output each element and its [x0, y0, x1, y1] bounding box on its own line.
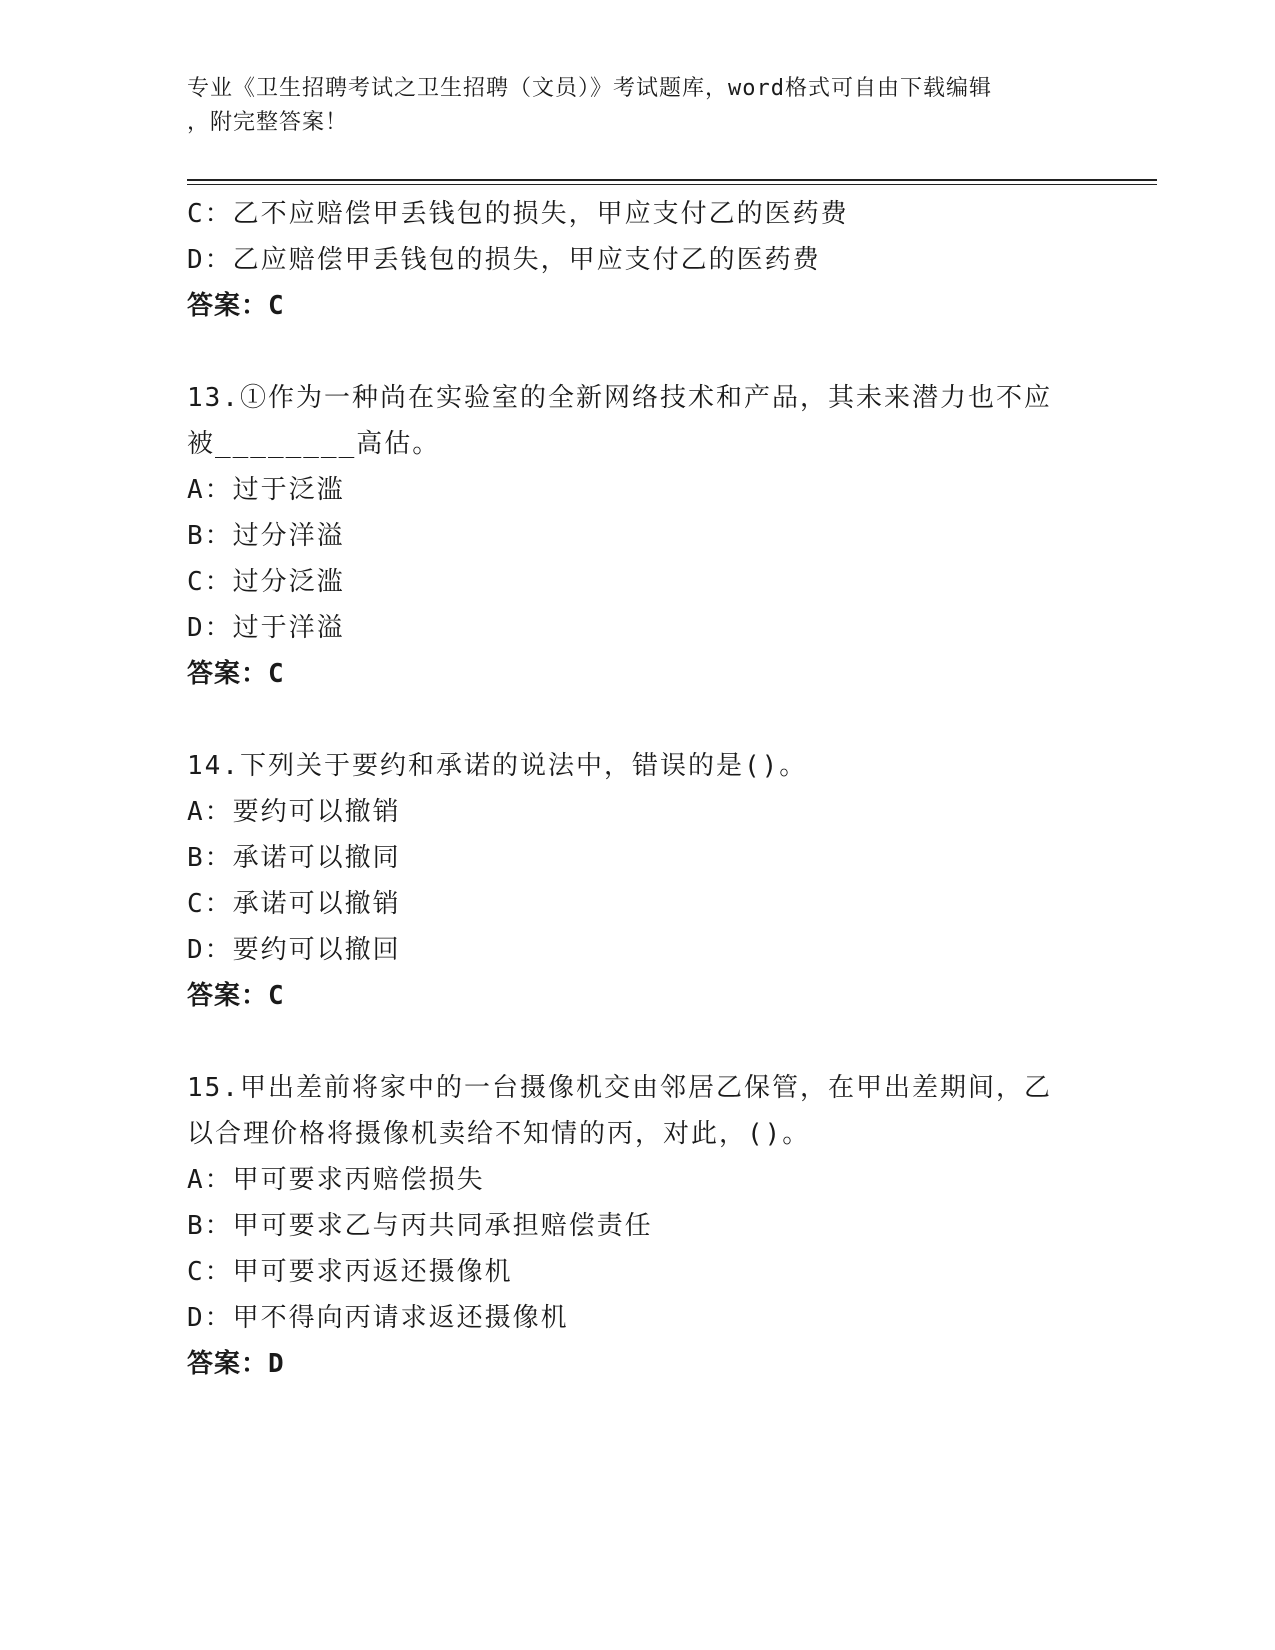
q15-option-d: D：甲不得向丙请求返还摄像机 — [187, 1303, 569, 1333]
document-header — [187, 72, 1067, 140]
q13-option-a: A：过于泛滥 — [187, 475, 345, 505]
question-14 — [187, 743, 1087, 1019]
q15-option-b: B：甲可要求乙与丙共同承担赔偿责任 — [187, 1211, 653, 1241]
q13-stem-line-2: 被________高估。 — [187, 429, 441, 459]
spacer — [187, 697, 1087, 743]
question-15 — [187, 1065, 1087, 1387]
q13-stem-line-1: 13.①作为一种尚在实验室的全新网络技术和产品，其未来潜力也不应 — [187, 383, 1052, 413]
q13-option-c: C：过分泛滥 — [187, 567, 345, 597]
header-divider-thick — [187, 179, 1157, 181]
header-divider-thin — [187, 184, 1157, 185]
q13-answer: 答案：C — [187, 659, 285, 689]
q12-answer: 答案：C — [187, 291, 285, 321]
question-content — [187, 191, 1087, 1387]
q12-option-d: D：乙应赔偿甲丢钱包的损失，甲应支付乙的医药费 — [187, 245, 821, 275]
spacer — [187, 329, 1087, 375]
q15-option-c: C：甲可要求丙返还摄像机 — [187, 1257, 513, 1287]
q14-answer: 答案：C — [187, 981, 285, 1011]
q14-option-b: B：承诺可以撤同 — [187, 843, 401, 873]
question-13 — [187, 375, 1087, 697]
header-line-1: 专业《卫生招聘考试之卫生招聘（文员）》考试题库，word格式可自由下载编辑 — [187, 76, 992, 101]
q15-option-a: A：甲可要求丙赔偿损失 — [187, 1165, 485, 1195]
q13-option-d: D：过于洋溢 — [187, 613, 345, 643]
q15-answer: 答案：D — [187, 1349, 285, 1379]
q14-option-a: A：要约可以撤销 — [187, 797, 401, 827]
q13-option-b: B：过分洋溢 — [187, 521, 345, 551]
header-line-2: ，附完整答案！ — [187, 110, 349, 135]
question-12-tail — [187, 191, 1087, 329]
q12-option-c: C：乙不应赔偿甲丢钱包的损失，甲应支付乙的医药费 — [187, 199, 849, 229]
q14-stem-line-1: 14.下列关于要约和承诺的说法中，错误的是()。 — [187, 751, 808, 781]
q15-stem-line-1: 15.甲出差前将家中的一台摄像机交由邻居乙保管，在甲出差期间，乙 — [187, 1073, 1052, 1103]
q14-option-c: C：承诺可以撤销 — [187, 889, 401, 919]
q15-stem-line-2: 以合理价格将摄像机卖给不知情的丙，对此，()。 — [187, 1119, 811, 1149]
q14-option-d: D：要约可以撤回 — [187, 935, 401, 965]
spacer — [187, 1019, 1087, 1065]
